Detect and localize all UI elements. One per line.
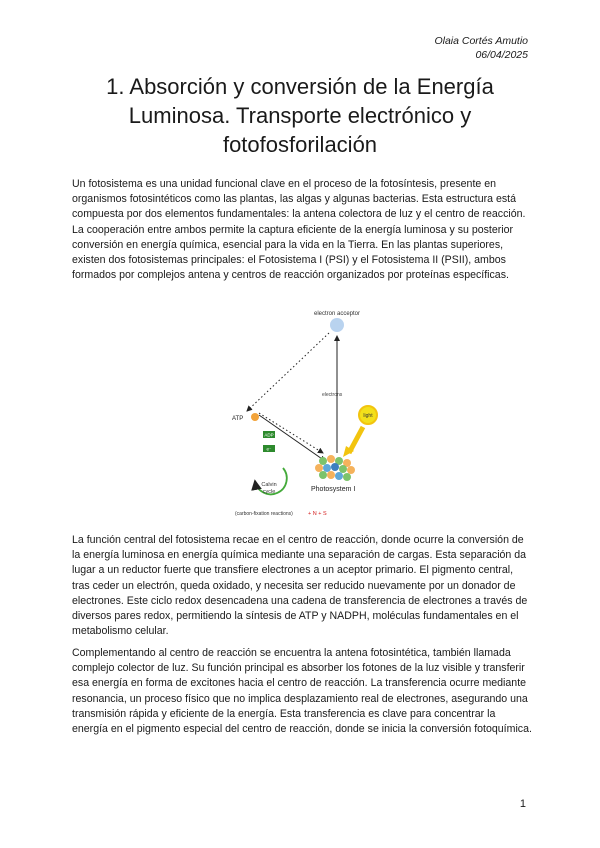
electron-acceptor-circle — [330, 318, 344, 332]
atp-label: ATP — [232, 416, 244, 422]
photosystem-diagram — [225, 303, 385, 523]
nadph-label: + N + S — [308, 511, 327, 517]
title-line-3: fotofosforilación — [222, 132, 378, 157]
atp-circle — [251, 413, 259, 421]
document-date: 06/04/2025 — [475, 49, 528, 61]
author-block — [434, 34, 528, 62]
carbon-fixation-label: (carbon-fixation reactions) — [235, 511, 293, 517]
electron-acceptor-label: electron acceptor — [313, 311, 361, 317]
title-line-1: 1. Absorción y conversión de la Energía — [106, 74, 494, 99]
dotted-electron-path — [247, 333, 329, 411]
photosystem-label: Photosystem I — [311, 486, 356, 493]
light-label: light — [363, 413, 373, 419]
paragraph-antenna: Complementando al centro de reacción se encuentra la antena fotosintética, también llamada complejo colector de luz. Su función principal es absorber los fotones de la luz visible y transferir esa energía en forma de excitones hacia el centro de reacción. La transferencia ocurre mediante resonancia, un proceso físico que no implica desplazamiento real de electrones, asegurando una transmisión rápida y eficiente de la energía. Esta transferencia es clave para concentrar la energía en el pigmento especial del centro de reacción, donde se inicia la conversión fotoquímica. — [72, 647, 532, 736]
photosystem-cluster — [315, 455, 355, 481]
adp-box-label: ADP — [264, 432, 274, 438]
page-number: 1 — [519, 798, 526, 810]
nadph-box-label: e⁻ — [266, 446, 272, 452]
diagram-svg — [225, 303, 385, 523]
calvin-label-2: cycle — [262, 489, 276, 495]
paragraph-reaction-center: La función central del fotosistema recae en el centro de reacción, donde ocurre la conversión de la energía luminosa en energía química mediante una separación de cargas. Esta separación da lugar a un reductor fuerte que transfiere electrones a un aceptor primario. El pigmento central, tras ceder un electrón, queda oxidado, y necesita ser reducido nuevamente por un donador de electrones. Este ciclo redox desencadena una cadena de transferencia de electrones a través de diversos pares redox, permitiendo la síntesis de ATP y NADPH, moléculas fundamentales en el metabolismo celular. — [72, 534, 528, 638]
page-title — [60, 72, 540, 159]
calvin-label-1: Calvin — [261, 482, 277, 488]
title-line-2: Luminosa. Transporte electrónico y — [128, 103, 472, 128]
author-name: Olaia Cortés Amutio — [434, 35, 528, 47]
paragraph-intro: Un fotosistema es una unidad funcional clave en el proceso de la fotosíntesis, presente en organismos fotosintéticos como las plantas, las algas y algunas bacterias. Esta estructura está compuesta por dos elementos fundamentales: la antena colectora de luz y el centro de reacción. La cooperación entre ambos permite la captura eficiente de la energía luminosa y su posterior conversión en energía química, esencial para la vida en la Tierra. En las plantas superiores, existen dos fotosistemas principales: el Fotosistema I (PSI) y el Fotosistema II (PSII), ambos formados por complejos antena y centros de reacción organizados por proteínas específicas. — [72, 178, 526, 282]
light-arrow — [349, 427, 363, 453]
electrons-label: electrons — [322, 392, 343, 398]
